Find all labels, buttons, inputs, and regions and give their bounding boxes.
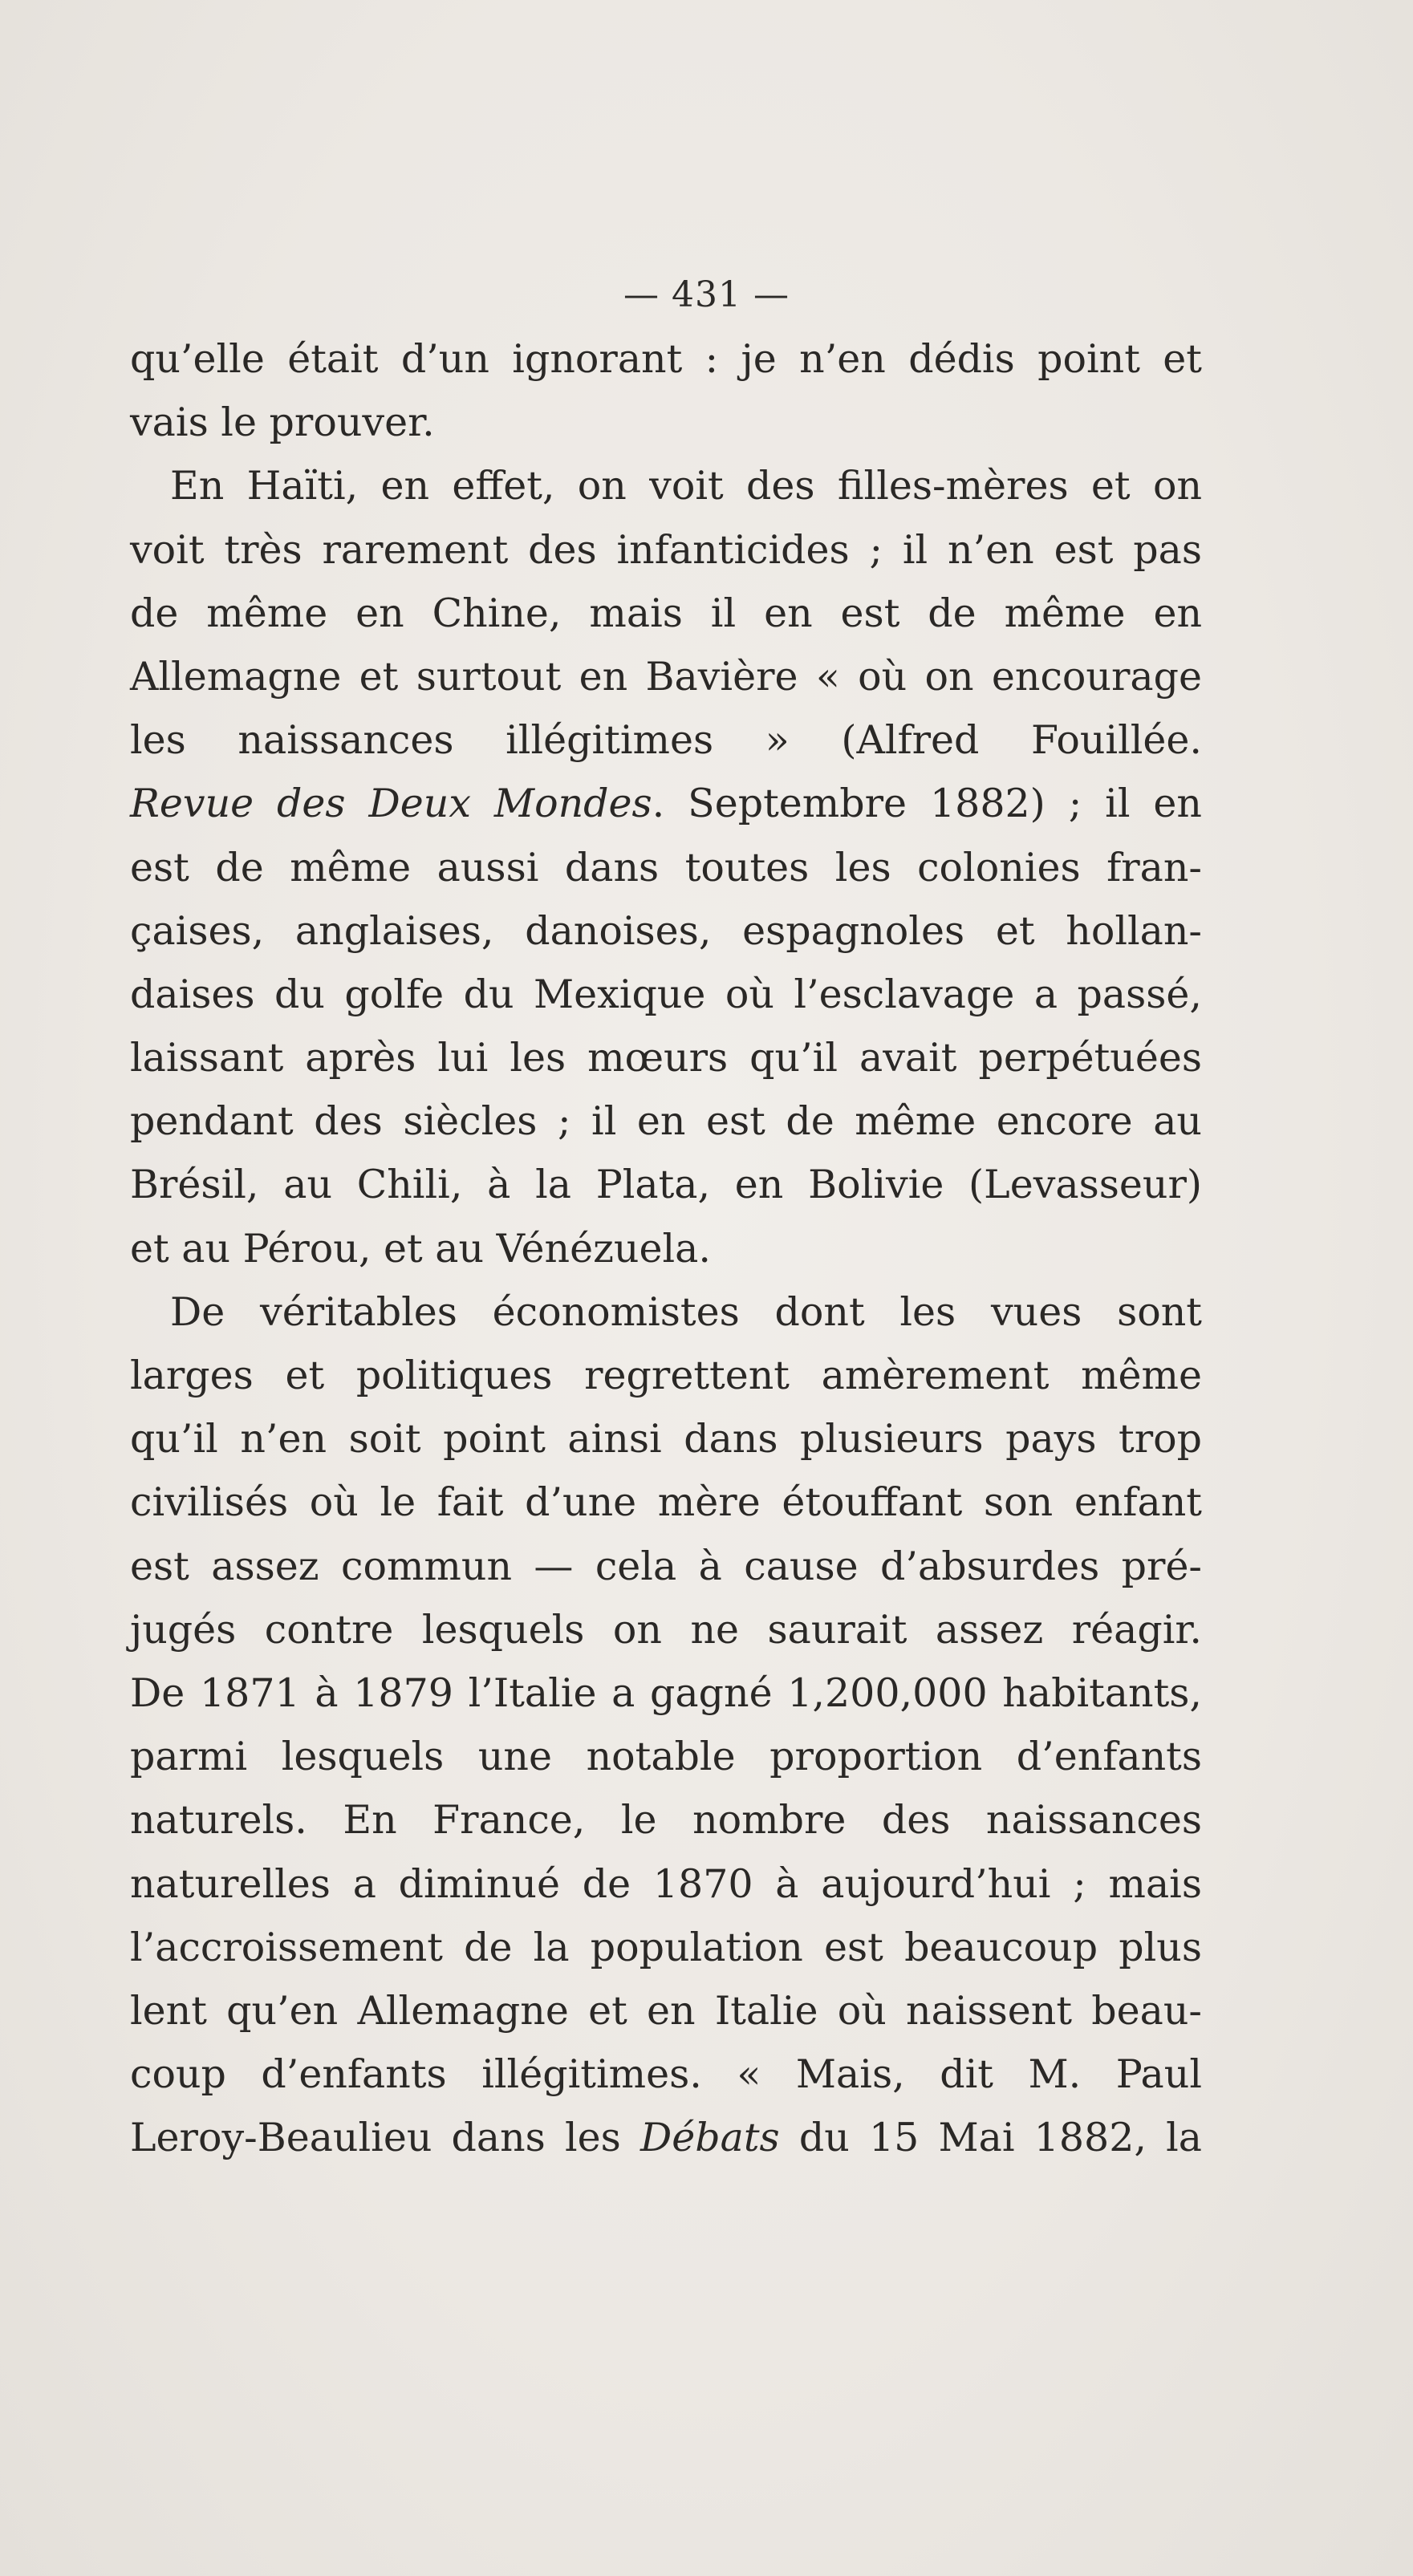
- text-line: De 1871 à 1879 l’Italie a gagné 1,200,000 habitants,: [130, 1669, 1202, 1716]
- page-number: — 431 —: [623, 274, 790, 315]
- text-line: laissant après lui les mœurs qu’il avait perpétuées: [130, 1035, 1202, 1081]
- text-line: [130, 772, 1202, 835]
- text-run: du 15 Mai 1882, la: [779, 2115, 1203, 2161]
- text-line: naturelles a diminué de 1870 à aujourd’hui ; mais: [130, 1860, 1202, 1907]
- text-line: et au Pérou, et au Vénézuela.: [130, 1225, 711, 1272]
- text-line: coup d’enfants illégitimes. « Mais, dit M. Paul: [130, 2051, 1202, 2098]
- text-line: çaises, anglaises, danoises, espagnoles et hollan-: [130, 907, 1202, 954]
- text-line: Brésil, au Chili, à la Plata, en Bolivie (Levasseur): [130, 1162, 1202, 1208]
- text-line: En Haïti, en effet, on voit des filles-mères et on: [170, 463, 1202, 509]
- text-line: lent qu’en Allemagne et en Italie où naissent beau-: [130, 1987, 1202, 2034]
- text-run: . Septembre 1882) ; il en: [652, 781, 1202, 827]
- text-line: vais le prouver.: [130, 400, 435, 446]
- text-line: de même en Chine, mais il en est de même en: [130, 590, 1202, 636]
- text-line: De véritables économistes dont les vues sont: [170, 1288, 1202, 1335]
- text-line: voit très rarement des infanticides ; il n’en est pas: [130, 526, 1202, 573]
- text-line: jugés contre lesquels on ne saurait assez réagir.: [130, 1606, 1202, 1653]
- text-run: Leroy-Beaulieu dans les: [130, 2115, 640, 2161]
- text-line: naturels. En France, le nombre des naissances: [130, 1797, 1202, 1844]
- text-line: Allemagne et surtout en Bavière « où on encourage: [130, 653, 1202, 700]
- text-line: larges et politiques regrettent amèrement même: [130, 1353, 1202, 1398]
- text-line: civilisés où le fait d’une mère étouffant son enfant: [130, 1479, 1202, 1526]
- text-line: [130, 2106, 1202, 2169]
- text-line: daises du golfe du Mexique où l’esclavage a passé,: [130, 971, 1202, 1017]
- text-line: les naissances illégitimes » (Alfred Fouillée.: [130, 717, 1202, 764]
- text-line: parmi lesquels une notable proportion d’enfants: [130, 1734, 1202, 1780]
- text-line: qu’elle était d’un ignorant : je n’en dédis point et: [130, 336, 1202, 382]
- journal-title: Débats: [640, 2115, 780, 2161]
- text-line: l’accroissement de la population est beaucoup plus: [130, 1924, 1202, 1970]
- journal-title: Revue des Deux Mondes: [130, 781, 652, 827]
- text-line: pendant des siècles ; il en est de même encore au: [130, 1098, 1202, 1145]
- text-line: est de même aussi dans toutes les colonies fran-: [130, 844, 1202, 890]
- text-line: est assez commun — cela à cause d’absurdes pré-: [130, 1543, 1202, 1589]
- body-text: [130, 327, 1202, 2169]
- text-line: qu’il n’en soit point ainsi dans plusieurs pays trop: [130, 1416, 1202, 1462]
